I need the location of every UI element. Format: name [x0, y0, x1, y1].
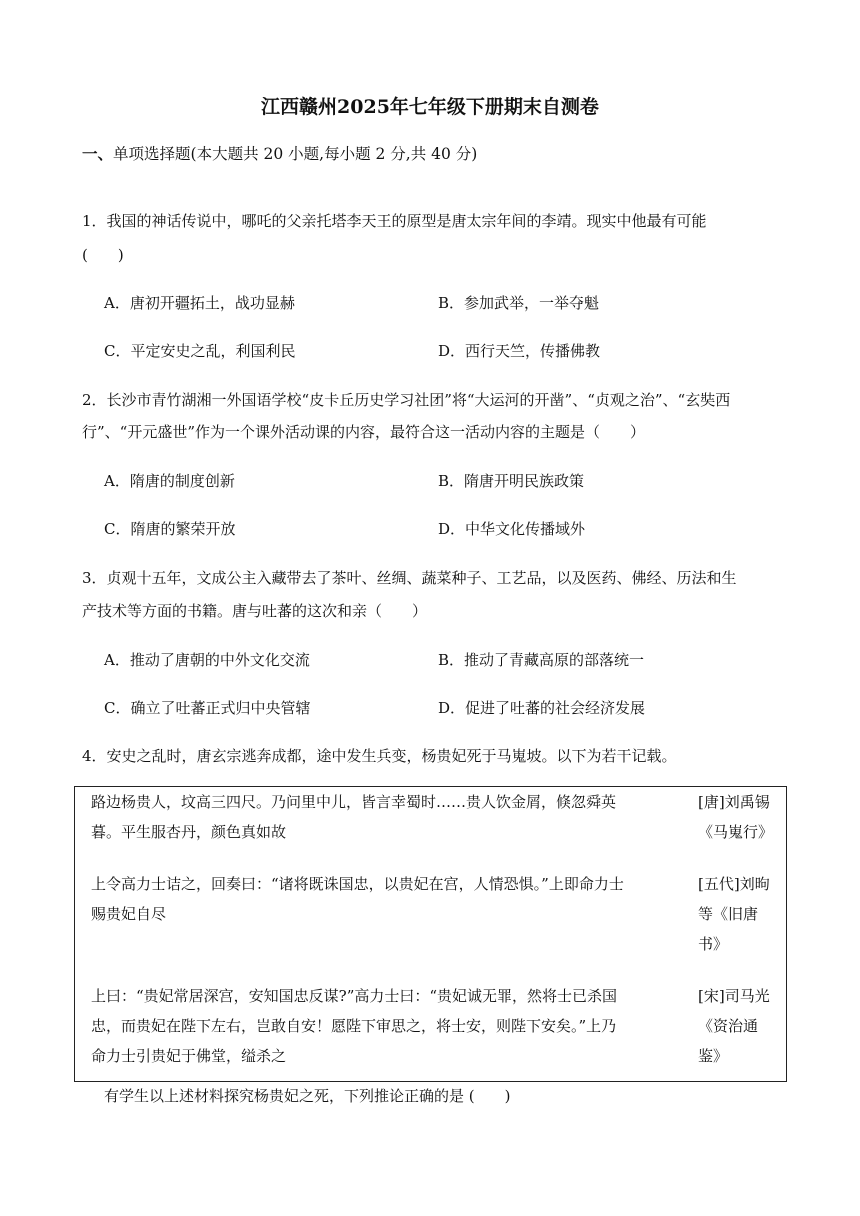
source-text-line: 赐贵妃自尽 [91, 905, 167, 923]
exam-title: 江西赣州2025年七年级下册期末自测卷 [261, 96, 599, 118]
source-text-line: 命力士引贵妃于佛堂，缢杀之 [91, 1047, 287, 1065]
question-2-option-c: C．隋唐的繁荣开放 [104, 520, 236, 538]
section-heading [82, 142, 477, 164]
source-text-line: 忠，而贵妃在陛下左右，岂敢自安！愿陛下审思之，将士安，则陛下安矣。”上乃 [91, 1017, 617, 1035]
question-3-line-1: 3．贞观十五年，文成公主入藏带去了茶叶、丝绸、蔬菜种子、工艺品，以及医药、佛经、历法和生 [82, 569, 737, 587]
question-4-stem: 有学生以上述材料探究杨贵妃之死，下列推论正确的是 ( ) [104, 1087, 511, 1105]
question-1-option-a: A．唐初开疆拓土，战功显赫 [104, 294, 295, 312]
question-1-option-c: C．平定安史之乱，利国利民 [104, 342, 296, 360]
source-table [74, 786, 787, 1082]
source-ref [694, 787, 786, 870]
question-2-line-2: 行”、“开元盛世”作为一个课外活动课的内容，最符合这一活动内容的主题是（ ） [82, 423, 646, 441]
question-3-option-c: C．确立了吐蕃正式归中央管辖 [104, 699, 311, 717]
question-3-option-a: A．推动了唐朝的中外文化交流 [104, 651, 310, 669]
question-3-line-2: 产技术等方面的书籍。唐与吐蕃的这次和亲（ ） [82, 602, 428, 620]
source-ref [694, 981, 786, 1082]
question-2-option-b: B．隋唐开明民族政策 [438, 472, 585, 490]
source-ref-line: 《马嵬行》 [698, 823, 774, 841]
question-3-option-d: D．促进了吐蕃的社会经济发展 [438, 699, 646, 717]
source-row [75, 981, 787, 1082]
question-1-option-d: D．西行天竺，传播佛教 [438, 342, 601, 360]
question-1-line-2: ( ) [82, 246, 124, 264]
question-1-option-b: B．参加武举，一举夺魁 [438, 294, 600, 312]
source-row [75, 787, 787, 870]
source-text-line: 上令高力士诘之，回奏曰：“诸将既诛国忠，以贵妃在宫，人情恐惧。”上即命力士 [91, 875, 624, 893]
source-text-line: 上曰：“贵妃常居深宫，安知国忠反谋?”高力士曰：“贵妃诚无罪，然将士已杀国 [91, 987, 618, 1005]
source-ref [694, 869, 786, 981]
question-2-option-a: A．隋唐的制度创新 [104, 472, 235, 490]
question-2-option-d: D．中华文化传播域外 [438, 520, 586, 538]
source-text [75, 869, 695, 981]
source-text-line: 路边杨贵人，坟高三四尺。乃问里中儿，皆言幸蜀时……贵人饮金屑，倏忽舜英 [91, 793, 617, 811]
section-number: 一、 [82, 145, 114, 163]
section-text: 单项选择题(本大题共 20 小题,每小题 2 分,共 40 分) [113, 145, 478, 163]
question-3-option-b: B．推动了青藏高原的部落统一 [438, 651, 645, 669]
source-ref-line: 《资治通 [698, 1017, 759, 1035]
source-row [75, 869, 787, 981]
source-ref-line: 书》 [698, 935, 729, 953]
source-text [75, 787, 695, 870]
question-1-line-1: 1．我国的神话传说中，哪吒的父亲托塔李天王的原型是唐太宗年间的李靖。现实中他最有可能 [82, 212, 707, 230]
question-2-line-1: 2．长沙市青竹湖湘一外国语学校“皮卡丘历史学习社团”将“大运河的开凿”、“贞观之治”、“玄奘西 [82, 391, 731, 409]
source-text [75, 981, 695, 1082]
source-ref-line: 等《旧唐 [698, 905, 759, 923]
question-4-line-1: 4．安史之乱时，唐玄宗逃奔成都，途中发生兵变，杨贵妃死于马嵬坡。以下为若干记载。 [82, 747, 677, 765]
source-ref-line: 鉴》 [698, 1047, 729, 1065]
source-ref-line: [唐]刘禹锡 [698, 793, 770, 811]
source-ref-line: [宋]司马光 [698, 987, 770, 1005]
source-ref-line: [五代]刘昫 [698, 875, 770, 893]
source-text-line: 暮。平生服杏丹，颜色真如故 [91, 823, 287, 841]
